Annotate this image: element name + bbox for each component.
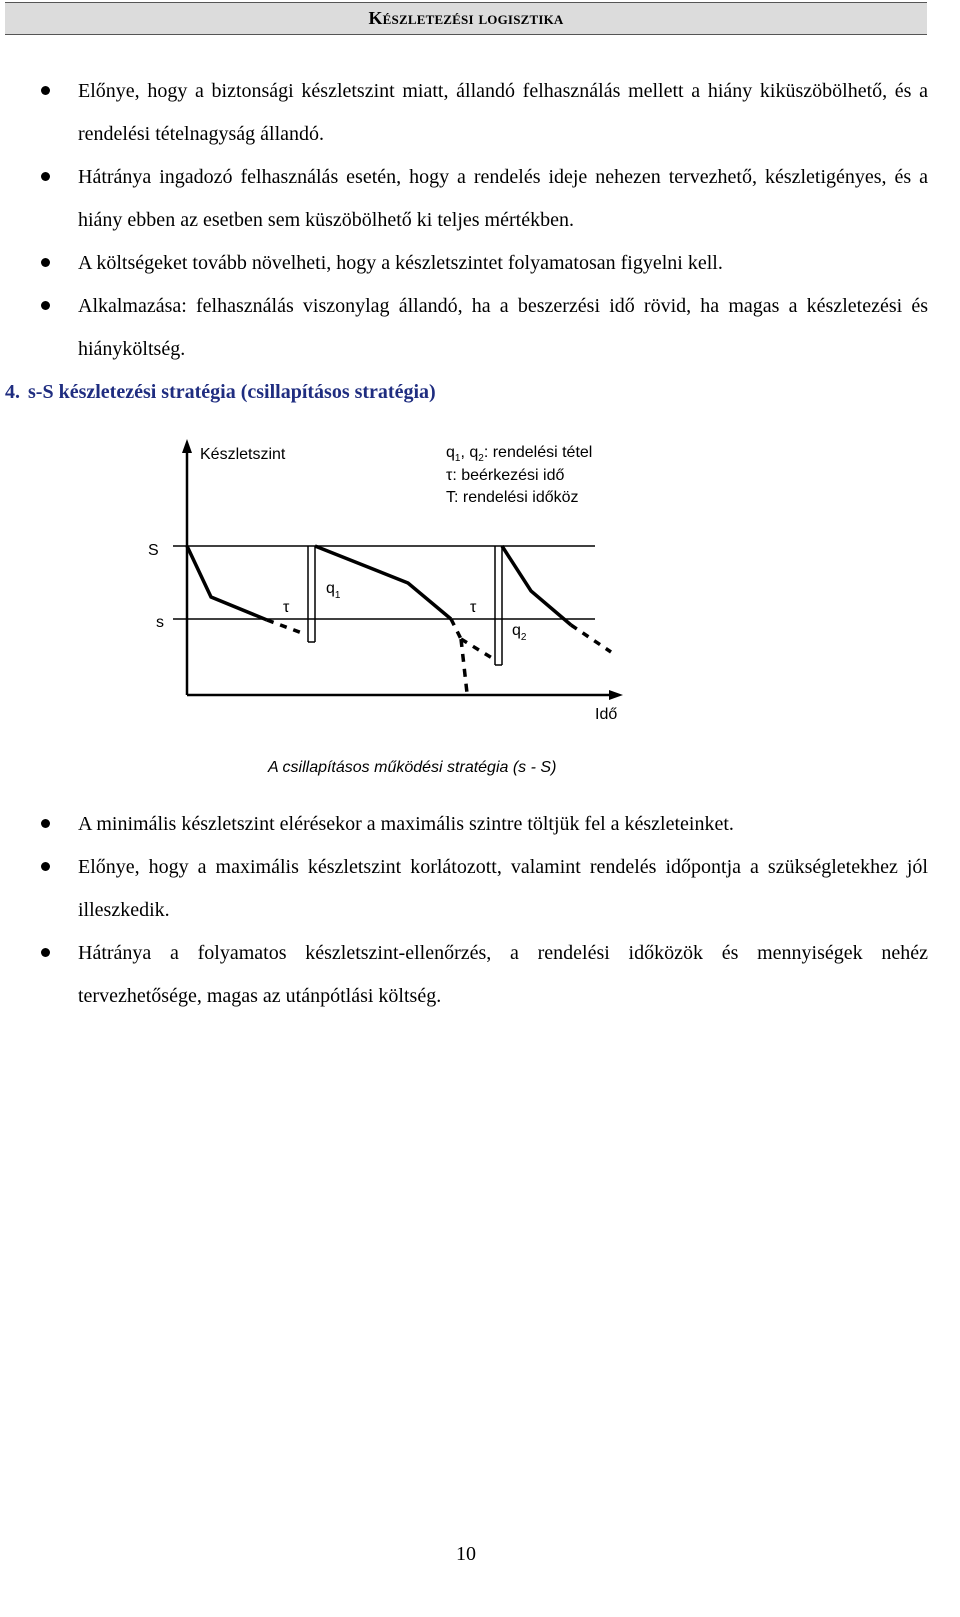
list-item	[0, 70, 928, 156]
stock-curve-3	[502, 546, 571, 625]
section-heading	[5, 375, 436, 409]
page-number: 10	[456, 1543, 476, 1565]
bullet-icon	[41, 301, 50, 310]
list-item-text: A költségeket tovább növelheti, hogy a készletszintet folyamatosan figyelni kell.	[78, 252, 723, 274]
list-item-text: Hátránya ingadozó felhasználás esetén, hogy a rendelés ideje nehezen tervezhető, készletigényes, és a hiány ebben az esetben sem küszöbölhető ki teljes mértékben.	[78, 166, 928, 231]
bullet-list-top	[0, 70, 960, 371]
list-item	[0, 156, 928, 242]
y-axis-arrow-icon	[182, 439, 192, 453]
tau-label-2: τ	[470, 599, 477, 616]
list-item	[0, 846, 928, 932]
stock-curve-1	[187, 546, 267, 620]
list-item	[0, 285, 928, 371]
x-axis-label: Idő	[595, 706, 618, 723]
level-S-label: S	[148, 542, 159, 559]
legend-line-2: τ: beérkezési idő	[446, 467, 565, 484]
list-item-text: Alkalmazása: felhasználás viszonylag állandó, ha a beszerzési idő rövid, ha magas a készletezési és hiányköltség.	[78, 295, 928, 360]
bullet-icon	[41, 86, 50, 95]
stock-curve-2	[315, 546, 451, 619]
list-item-text: Hátránya a folyamatos készletszint-ellenőrzés, a rendelési időközök és mennyiségek nehéz tervezhetősége, magas az utánpótlási költség.	[78, 942, 928, 1007]
header-title: Készletezési logisztika	[368, 8, 564, 28]
s-S-strategy-diagram	[140, 425, 640, 785]
bullet-icon	[41, 172, 50, 181]
q2-label: $q_2$	[512, 622, 527, 643]
bullet-icon	[41, 819, 50, 828]
bullet-icon	[41, 948, 50, 957]
continuation-dashed	[571, 625, 611, 652]
q1-label: $q_1$	[326, 580, 341, 601]
x-axis-arrow-icon	[609, 690, 623, 700]
legend-line-3: T: rendelési időköz	[446, 489, 579, 506]
list-item	[0, 803, 928, 846]
diagram-caption: A csillapításos működési stratégia (s - S)	[268, 759, 557, 776]
lead-time-dashed-1	[267, 620, 302, 633]
lead-time-dashed-2b	[461, 639, 492, 658]
tau-label-1: τ	[283, 599, 290, 616]
lead-time-dashed-2c	[461, 639, 467, 693]
list-item	[0, 932, 928, 1018]
bullet-icon	[41, 862, 50, 871]
list-item-text: A minimális készletszint elérésekor a maximális szintre töltjük fel a készleteinket.	[78, 813, 734, 835]
bullet-list-bottom	[0, 803, 960, 1018]
running-header	[5, 2, 927, 35]
lead-time-dashed-2a	[451, 619, 461, 639]
section-number: 4.	[5, 381, 20, 403]
list-item-text: Előnye, hogy a biztonsági készletszint miatt, állandó felhasználás mellett a hiány kiküszöbölhető, és a rendelési tételnagyság állandó.	[78, 80, 928, 145]
legend-line-1: $q_1$, $q_2$: rendelési tétel	[446, 444, 593, 464]
y-axis-label: Készletszint	[200, 446, 286, 463]
bullet-icon	[41, 258, 50, 267]
list-item-text: Előnye, hogy a maximális készletszint korlátozott, valamint rendelés időpontja a szükségletekhez jól illeszkedik.	[78, 856, 928, 921]
list-item	[0, 242, 928, 285]
level-s-label: s	[156, 614, 164, 631]
section-title-text: s-S készletezési stratégia (csillapításos stratégia)	[28, 381, 436, 403]
